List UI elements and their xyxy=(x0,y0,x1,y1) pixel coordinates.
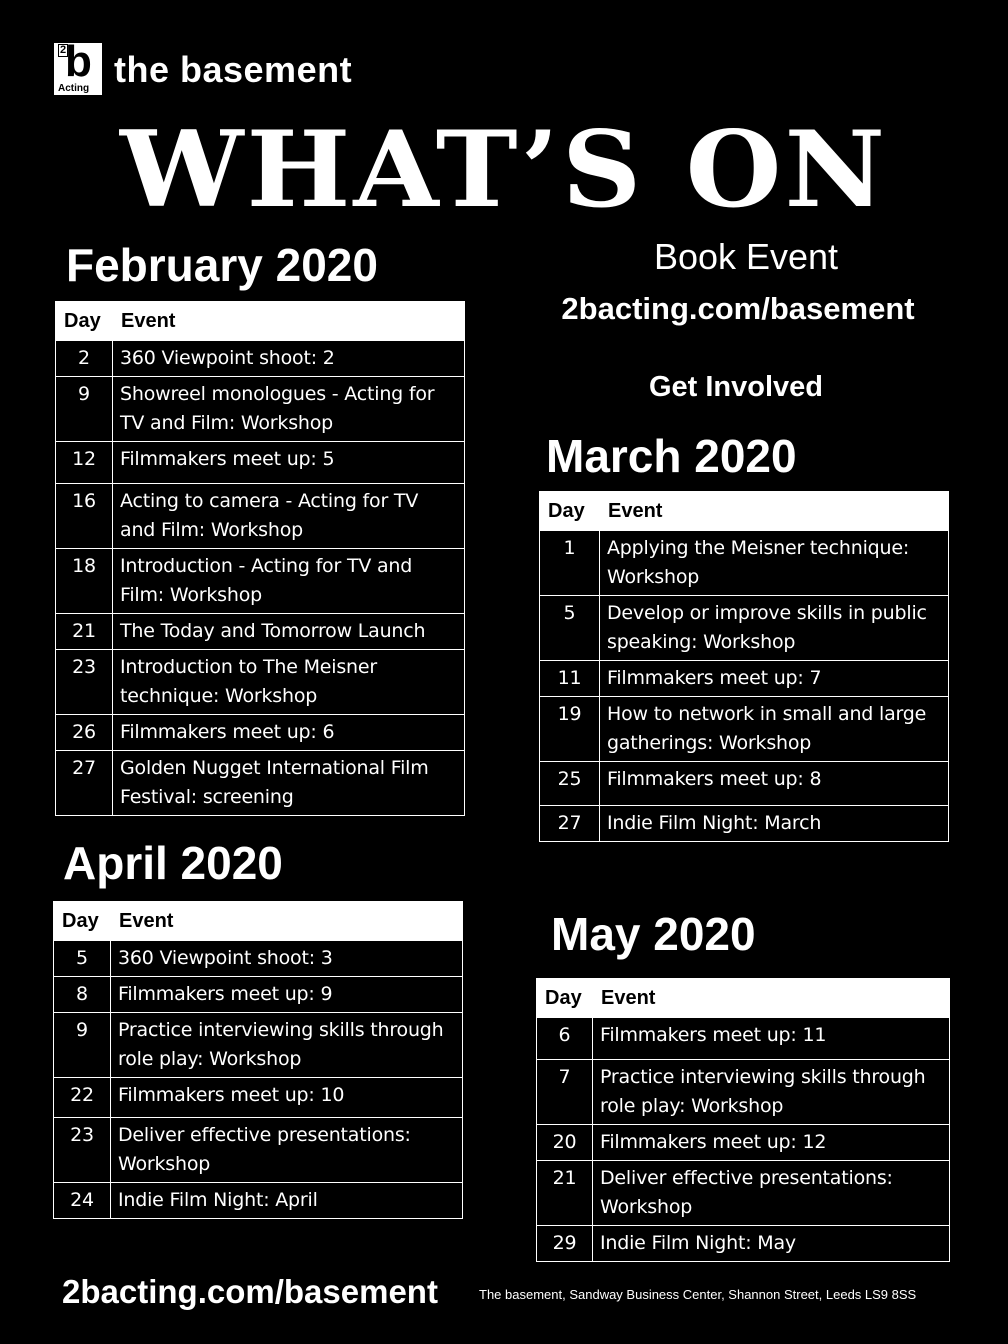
event-cell: 360 Viewpoint shoot: 3 xyxy=(111,941,463,977)
day-cell: 9 xyxy=(56,377,113,442)
day-cell: 25 xyxy=(540,762,600,806)
day-cell: 8 xyxy=(54,977,111,1013)
table-row xyxy=(56,614,465,650)
table-row xyxy=(540,762,949,806)
april-heading: April 2020 xyxy=(63,837,283,889)
day-column-header: Day xyxy=(54,902,111,941)
table-row xyxy=(54,977,463,1013)
event-cell: Filmmakers meet up: 5 xyxy=(113,442,465,484)
day-cell: 19 xyxy=(540,697,600,762)
event-column-header: Event xyxy=(113,302,465,341)
day-cell: 23 xyxy=(56,650,113,715)
day-cell: 11 xyxy=(540,661,600,697)
day-cell: 20 xyxy=(537,1125,593,1161)
day-cell: 2 xyxy=(56,341,113,377)
day-cell: 29 xyxy=(537,1226,593,1262)
table-row xyxy=(56,549,465,614)
footer-address: The basement, Sandway Business Center, Shannon Street, Leeds LS9 8SS xyxy=(479,1287,917,1302)
page-title: WHAT’S ON xyxy=(119,108,889,231)
day-cell: 21 xyxy=(537,1161,593,1226)
table-row xyxy=(56,751,465,816)
event-cell: Indie Film Night: April xyxy=(111,1183,463,1219)
table-row xyxy=(537,1226,950,1262)
day-cell: 24 xyxy=(54,1183,111,1219)
table-header-row xyxy=(540,492,949,531)
march-heading: March 2020 xyxy=(546,430,797,482)
day-cell: 18 xyxy=(56,549,113,614)
day-cell: 16 xyxy=(56,484,113,549)
day-column-header: Day xyxy=(537,979,593,1018)
day-cell: 1 xyxy=(540,531,600,596)
table-row xyxy=(540,697,949,762)
table-row xyxy=(54,1118,463,1183)
event-cell: Golden Nugget International Film Festival: screening xyxy=(113,751,465,816)
book-event-label: Book Event xyxy=(653,236,839,277)
event-cell: Filmmakers meet up: 11 xyxy=(593,1018,950,1060)
logo-acting: Acting xyxy=(58,83,90,94)
event-cell: Indie Film Night: March xyxy=(600,806,949,842)
april-table xyxy=(53,901,463,1219)
event-cell: Filmmakers meet up: 9 xyxy=(111,977,463,1013)
table-row xyxy=(56,442,465,484)
event-cell: Filmmakers meet up: 8 xyxy=(600,762,949,806)
table-header-row xyxy=(54,902,463,941)
event-column-header: Event xyxy=(593,979,950,1018)
day-column-header: Day xyxy=(540,492,600,531)
day-column-header: Day xyxy=(56,302,113,341)
day-cell: 27 xyxy=(540,806,600,842)
february-heading: February 2020 xyxy=(66,239,378,291)
logo-b: b xyxy=(65,37,92,86)
may-heading: May 2020 xyxy=(551,908,756,960)
event-cell: Filmmakers meet up: 10 xyxy=(111,1078,463,1118)
table-row xyxy=(56,715,465,751)
table-row xyxy=(54,1078,463,1118)
table-row xyxy=(56,377,465,442)
table-row xyxy=(537,1060,950,1125)
event-cell: 360 Viewpoint shoot: 2 xyxy=(113,341,465,377)
event-cell: Filmmakers meet up: 12 xyxy=(593,1125,950,1161)
event-cell: Applying the Meisner technique: Workshop xyxy=(600,531,949,596)
table-row xyxy=(537,1018,950,1060)
table-row xyxy=(540,661,949,697)
event-cell: Practice interviewing skills through role play: Workshop xyxy=(593,1060,950,1125)
event-cell: The Today and Tomorrow Launch xyxy=(113,614,465,650)
day-cell: 21 xyxy=(56,614,113,650)
table-row xyxy=(56,484,465,549)
table-row xyxy=(56,650,465,715)
event-cell: Acting to camera - Acting for TV and Film: Workshop xyxy=(113,484,465,549)
day-cell: 7 xyxy=(537,1060,593,1125)
event-cell: Showreel monologues - Acting for TV and Film: Workshop xyxy=(113,377,465,442)
day-cell: 5 xyxy=(540,596,600,661)
event-cell: How to network in small and large gatherings: Workshop xyxy=(600,697,949,762)
event-column-header: Event xyxy=(600,492,949,531)
day-cell: 26 xyxy=(56,715,113,751)
may-table xyxy=(536,978,950,1262)
event-cell: Filmmakers meet up: 7 xyxy=(600,661,949,697)
day-cell: 22 xyxy=(54,1078,111,1118)
get-involved-label: Get Involved xyxy=(648,371,824,403)
event-cell: Develop or improve skills in public speaking: Workshop xyxy=(600,596,949,661)
event-cell: Filmmakers meet up: 6 xyxy=(113,715,465,751)
day-cell: 9 xyxy=(54,1013,111,1078)
table-row xyxy=(540,806,949,842)
day-cell: 12 xyxy=(56,442,113,484)
event-cell: Introduction to The Meisner technique: Workshop xyxy=(113,650,465,715)
footer-url-link[interactable]: 2bacting.com/basement xyxy=(62,1273,438,1310)
march-table xyxy=(539,491,949,842)
logo-two: 2 xyxy=(60,44,67,56)
table-header-row xyxy=(56,302,465,341)
event-cell: Deliver effective presentations: Workshop xyxy=(593,1161,950,1226)
february-table xyxy=(55,301,465,816)
event-cell: Introduction - Acting for TV and Film: Workshop xyxy=(113,549,465,614)
day-cell: 23 xyxy=(54,1118,111,1183)
day-cell: 27 xyxy=(56,751,113,816)
table-header-row xyxy=(537,979,950,1018)
table-row xyxy=(54,1013,463,1078)
day-cell: 5 xyxy=(54,941,111,977)
brand-name: the basement xyxy=(114,49,353,90)
logo xyxy=(54,37,102,95)
event-column-header: Event xyxy=(111,902,463,941)
table-row xyxy=(54,941,463,977)
event-cell: Indie Film Night: May xyxy=(593,1226,950,1262)
event-cell: Practice interviewing skills through role play: Workshop xyxy=(111,1013,463,1078)
table-row xyxy=(56,341,465,377)
booking-url-link[interactable]: 2bacting.com/basement xyxy=(561,291,915,326)
table-row xyxy=(540,531,949,596)
day-cell: 6 xyxy=(537,1018,593,1060)
table-row xyxy=(54,1183,463,1219)
table-row xyxy=(537,1161,950,1226)
table-row xyxy=(537,1125,950,1161)
event-cell: Deliver effective presentations: Workshop xyxy=(111,1118,463,1183)
table-row xyxy=(540,596,949,661)
